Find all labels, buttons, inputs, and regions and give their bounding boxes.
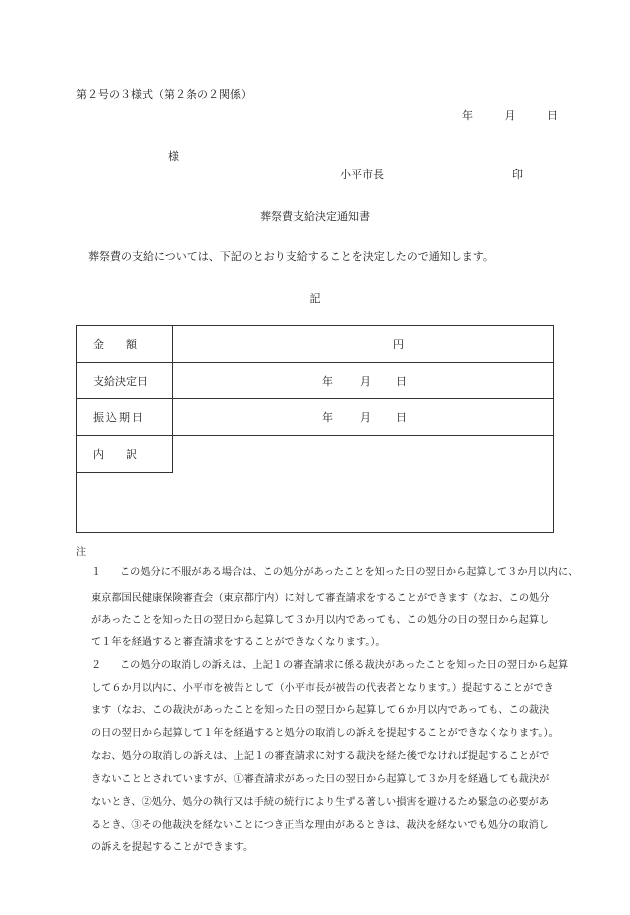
note2-number: ２ (91, 660, 102, 671)
detail-table (76, 325, 554, 533)
form-number: 第２号の３様式（第２条の２関係） (76, 88, 252, 101)
amount-unit: 円 (393, 338, 404, 351)
breakdown-label: 内 訳 (93, 448, 137, 461)
transfer-date-year: 年 (322, 411, 333, 424)
transfer-date-label-cell (77, 399, 173, 435)
note2-line-2: して６か月以内に、小平市を被告として（小平市長が被告の代表者となります。）提起することができ (91, 683, 554, 694)
seal-mark: 印 (512, 168, 523, 181)
issuer-name: 小平市長 (340, 168, 384, 181)
document-title: 葬祭費支給決定通知書 (260, 210, 370, 223)
note2-line-5: なお、処分の取消しの訴えは、上記１の審査請求に対する裁決を経た後でなければ提起することがで (91, 751, 550, 762)
note1-number: １ (91, 567, 102, 578)
note1-line-3: があったことを知った日の翌日から起算して３か月以内であっても、この処分の日の翌日から起算し (91, 615, 550, 626)
decision-date-year: 年 (322, 374, 333, 388)
amount-value-cell (173, 326, 553, 362)
issue-date-day: 日 (547, 109, 558, 122)
table-row-transfer-date (77, 399, 553, 436)
note2-line-6: きないこととされていますが、①審査請求があった日の翌日から起算して３か月を経過しても裁決が (91, 774, 550, 785)
table-row-amount (77, 326, 553, 363)
transfer-date-month: 月 (360, 411, 371, 424)
note1-line-1: この処分に不服がある場合は、この処分があったことを知った日の翌日から起算して３か月以内に、 (120, 567, 579, 578)
note1-line-2: 東京都国民健康保険審査会（東京都庁内）に対して審査請求をすることができます（なお、この処分 (91, 593, 550, 604)
issue-date-year: 年 (462, 109, 473, 122)
transfer-date-label: 振込期日 (93, 411, 145, 424)
breakdown-label-cell (77, 436, 173, 473)
transfer-date-value-cell (173, 399, 553, 435)
note2-line-4: の日の翌日から起算して１年を経過すると処分の取消しの訴えを提起することができなくなります。）。 (91, 728, 559, 739)
amount-label-cell (77, 326, 173, 362)
decision-date-day: 日 (396, 374, 407, 388)
addressee-suffix: 様 (168, 150, 179, 163)
decision-date-value-cell (173, 363, 553, 398)
ki-heading: 記 (309, 292, 321, 305)
decision-date-month: 月 (360, 374, 371, 388)
decision-date-label-cell (77, 363, 173, 398)
amount-label: 金 額 (93, 338, 137, 351)
issue-date (462, 107, 558, 123)
note2-line-3: ます（なお、この裁決があったことを知った日の翌日から起算して６か月以内であっても、この裁決 (91, 705, 550, 716)
note2-line-1: この処分の取消しの訴えは、上記１の審査請求に係る裁決があったことを知った日の翌日から起算 (120, 660, 569, 671)
notes-label: 注 (76, 547, 86, 558)
note2-line-9: の訴えを提起することができます。 (91, 842, 254, 853)
note2-line-8: るとき、③その他裁決を経ないことにつき正当な理由があるときは、裁決を経ないでも処分の取消し (91, 820, 549, 831)
issue-date-month: 月 (504, 109, 516, 122)
decision-date-label: 支給決定日 (93, 374, 148, 388)
body-text: 葬祭費の支給については、下記のとおり支給することを決定したので通知します。 (88, 250, 494, 263)
note1-line-4: て１年を経過すると審査請求をすることができなくなります。）。 (91, 637, 386, 648)
note2-line-7: ないとき、②処分、処分の執行又は手続の続行により生ずる著しい損害を避けるため緊急の必要があ (91, 797, 550, 808)
table-row-decision-date (77, 363, 553, 399)
transfer-date-day: 日 (396, 411, 407, 424)
